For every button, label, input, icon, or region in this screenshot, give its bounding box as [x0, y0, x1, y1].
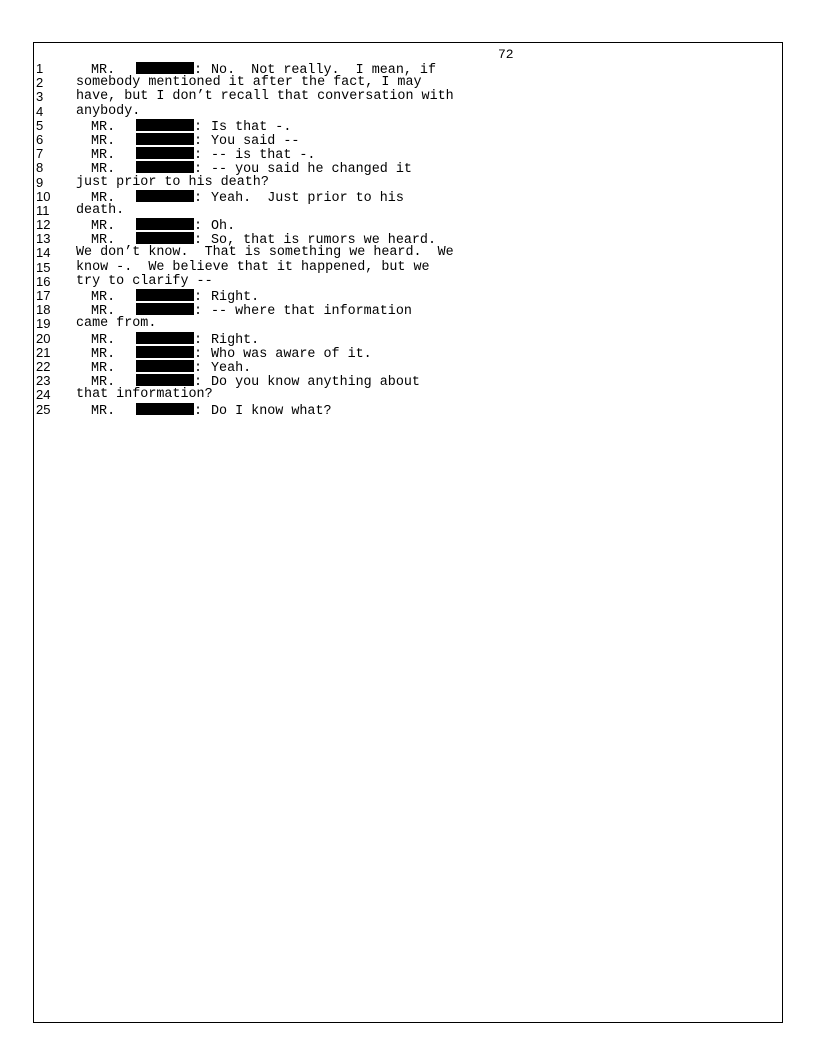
transcript-line: [34, 146, 782, 164]
redacted-name: [136, 161, 194, 173]
line-number: 7: [36, 146, 44, 162]
spoken-text: came from.: [76, 316, 157, 332]
speaker-colon: :: [194, 190, 203, 206]
speaker-label: MR.: [91, 148, 116, 164]
line-number: 24: [36, 387, 51, 403]
speaker-colon: :: [194, 332, 203, 348]
line-number: 18: [36, 302, 51, 318]
speaker-label: MR.: [91, 119, 116, 135]
line-number: 3: [36, 89, 44, 105]
line-text: [76, 176, 269, 190]
line-number: 16: [36, 273, 51, 289]
speaker-colon: :: [194, 290, 203, 305]
line-number: 5: [36, 117, 44, 133]
speaker-colon: :: [194, 403, 203, 419]
speaker-label: MR.: [91, 63, 116, 78]
speaker-label: MR.: [91, 332, 116, 348]
line-text: [76, 388, 213, 402]
transcript-line: [34, 231, 782, 249]
transcript-line: [34, 204, 782, 218]
transcript-line: [34, 302, 782, 320]
line-text: [76, 105, 140, 119]
spoken-text: Do I know what?: [211, 403, 332, 419]
transcript-line: [34, 332, 782, 346]
speaker-colon: :: [194, 219, 203, 235]
spoken-text: somebody mentioned it after the fact, I may: [76, 75, 422, 91]
transcript-line: [34, 62, 782, 76]
redacted-name: [136, 332, 194, 344]
transcript-line: [34, 160, 782, 178]
speaker-colon: :: [194, 360, 203, 376]
spoken-text: You said --: [211, 133, 300, 149]
line-number: 14: [36, 245, 51, 261]
redacted-name: [136, 303, 194, 315]
spoken-text: know -. We believe that it happened, but we: [76, 259, 430, 275]
spoken-text: Do you know anything about: [211, 375, 420, 391]
transcript-line: [34, 317, 782, 331]
transcript-line: [34, 90, 782, 104]
speaker-colon: :: [194, 162, 203, 178]
spoken-text: Yeah. Just prior to his: [211, 190, 404, 206]
line-text: [76, 204, 124, 218]
redacted-name: [136, 289, 194, 301]
spoken-text: -- where that information: [211, 304, 412, 320]
speaker-label: MR.: [91, 375, 116, 391]
line-number: 1: [36, 61, 44, 76]
line-number: 13: [36, 231, 51, 247]
line-text: [91, 403, 332, 419]
speaker-label: MR.: [91, 233, 116, 249]
redacted-name: [136, 133, 194, 145]
redacted-name: [136, 147, 194, 159]
transcript-line: [34, 388, 782, 402]
line-text: [76, 76, 422, 90]
speaker-label: MR.: [91, 219, 116, 235]
speaker-colon: :: [194, 63, 203, 78]
speaker-colon: :: [194, 304, 203, 320]
speaker-label: MR.: [91, 190, 116, 206]
spoken-text: -- you said he changed it: [211, 162, 412, 178]
transcript-line: [34, 289, 782, 303]
speaker-label: MR.: [91, 346, 116, 362]
spoken-text: Right.: [211, 290, 260, 305]
transcript-line: [34, 176, 782, 190]
line-number: 4: [36, 103, 44, 119]
spoken-text: Right.: [211, 332, 260, 348]
speaker-colon: :: [194, 233, 203, 249]
transcript-line: [34, 133, 782, 147]
redacted-name: [136, 346, 194, 358]
line-number: 8: [36, 160, 44, 176]
transcript-line: [34, 76, 782, 90]
speaker-label: MR.: [91, 162, 116, 178]
redacted-name: [136, 360, 194, 372]
spoken-text: We don’t know. That is something we heard. We: [76, 245, 454, 261]
line-number: 15: [36, 259, 51, 275]
spoken-text: have, but I don’t recall that conversation with: [76, 89, 454, 105]
line-number: 9: [36, 174, 44, 190]
spoken-text: Oh.: [211, 219, 236, 235]
speaker-colon: :: [194, 133, 203, 149]
transcript-line: [34, 360, 782, 374]
transcript-line: [34, 346, 782, 360]
line-number: 20: [36, 330, 51, 346]
speaker-colon: :: [194, 119, 203, 135]
spoken-text: that information?: [76, 387, 213, 403]
transcript-body: [34, 62, 782, 417]
spoken-text: Who was aware of it.: [211, 346, 372, 362]
transcript-line: [34, 373, 782, 391]
spoken-text: death.: [76, 202, 125, 218]
transcript-line: [34, 105, 782, 119]
line-number: 12: [36, 217, 51, 233]
redacted-name: [136, 119, 194, 131]
speaker-colon: :: [194, 148, 203, 164]
redacted-name: [136, 374, 194, 386]
spoken-text: Yeah.: [211, 360, 252, 376]
line-text: [76, 261, 430, 275]
spoken-text: No. Not really. I mean, if: [211, 63, 436, 78]
transcript-line: [34, 217, 782, 235]
speaker-colon: :: [194, 375, 203, 391]
line-text: [76, 90, 454, 104]
spoken-text: Is that -.: [211, 119, 292, 135]
speaker-label: MR.: [91, 290, 116, 305]
spoken-text: anybody.: [76, 103, 141, 119]
spoken-text: -- is that -.: [211, 148, 316, 164]
line-text: [76, 275, 213, 289]
line-number: 2: [36, 75, 44, 91]
redacted-name: [136, 218, 194, 230]
spoken-text: So, that is rumors we heard.: [211, 233, 436, 249]
redacted-name: [136, 232, 194, 244]
transcript-line: [34, 119, 782, 133]
transcript-line: [34, 275, 782, 289]
line-text: [76, 246, 454, 260]
redacted-name: [136, 62, 194, 74]
speaker-label: MR.: [91, 304, 116, 320]
spoken-text: just prior to his death?: [76, 174, 269, 190]
transcript-line: [34, 403, 782, 417]
redacted-name: [136, 190, 194, 202]
redacted-name: [136, 403, 194, 415]
speaker-label: MR.: [91, 403, 116, 419]
speaker-colon: :: [194, 346, 203, 362]
line-number: 25: [36, 401, 51, 417]
line-text: [76, 317, 156, 331]
spoken-text: try to clarify --: [76, 273, 213, 289]
line-number: 21: [36, 344, 51, 360]
page-number: 72: [498, 47, 514, 62]
line-number: 19: [36, 316, 51, 332]
line-number: 17: [36, 288, 51, 303]
line-number: 6: [36, 131, 44, 147]
line-number: 10: [36, 188, 51, 204]
transcript-line: [34, 246, 782, 260]
line-number: 11: [36, 202, 50, 218]
speaker-label: MR.: [91, 133, 116, 149]
line-number: 23: [36, 373, 51, 389]
speaker-label: MR.: [91, 360, 116, 376]
line-number: 22: [36, 358, 51, 374]
transcript-line: [34, 261, 782, 275]
transcript-page: [33, 42, 783, 1023]
transcript-line: [34, 190, 782, 204]
